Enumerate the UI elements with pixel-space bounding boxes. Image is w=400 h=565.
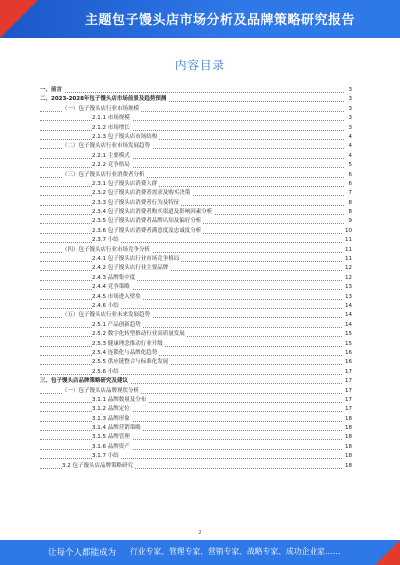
toc-entry-label: 2.1.1 市场规模 [92, 114, 132, 123]
toc-leader-dots [40, 86, 344, 93]
toc-entry-label: 2.3.7 小结 [92, 236, 121, 245]
footer-banner [0, 540, 400, 565]
toc-entry-label: 3.1.2 品牌定位 [92, 405, 132, 414]
toc-entry-page: 17 [343, 387, 352, 396]
toc-entry-label: 2.3.3 包子馒头店消费者行为及特征 [92, 199, 181, 208]
toc-entry[interactable] [40, 377, 352, 386]
toc-entry-label: 3.2 包子馒头店品牌策略研究 [62, 462, 135, 471]
toc-entry-page: 4 [347, 152, 353, 161]
toc-entry-page: 18 [343, 452, 352, 461]
toc-entry-page: 3 [347, 114, 353, 123]
toc-entry[interactable] [40, 274, 352, 283]
toc-entry[interactable] [40, 368, 352, 377]
toc-entry-label: 2.5.1 产品创新趋势 [92, 321, 143, 330]
toc-entry-page: 15 [343, 330, 352, 339]
toc-entry-page: 18 [343, 424, 352, 433]
toc-entry[interactable] [40, 95, 352, 104]
toc-entry-label: 三、包子馒头店品牌策略研究及建议 [40, 377, 130, 386]
toc-entry-page: 14 [343, 311, 352, 320]
toc-entry[interactable] [40, 424, 352, 433]
toc-entry[interactable] [40, 264, 352, 273]
toc-entry[interactable] [40, 311, 352, 320]
toc-entry-page: 15 [343, 340, 352, 349]
toc-entry-page: 8 [347, 208, 353, 217]
toc-entry-page: 11 [343, 236, 352, 245]
toc-leader-dots [40, 283, 344, 290]
toc-entry-page: 7 [347, 189, 353, 198]
toc-entry[interactable] [40, 227, 352, 236]
toc-leader-dots [40, 405, 344, 412]
toc-entry-label: （二）包子馒头店行业市场发展趋势 [62, 142, 152, 151]
toc-entry[interactable] [40, 236, 352, 245]
toc-entry-label: 2.2.1 主要模式 [92, 152, 132, 161]
toc-entry-label: 二、2023-2028年包子馒头店市场前景及趋势预测 [40, 95, 168, 104]
toc-entry[interactable] [40, 161, 352, 170]
toc-entry-page: 6 [347, 171, 353, 180]
toc-entry-label: 2.2.2 竞争格局 [92, 161, 132, 170]
toc-entry-label: 2.3.4 包子馒头店消费者购买渠道及影响因素分析 [92, 208, 214, 217]
toc-entry-page: 13 [343, 283, 352, 292]
toc-entry[interactable] [40, 396, 352, 405]
toc-leader-dots [40, 293, 344, 300]
toc-entry-page: 4 [347, 142, 353, 151]
toc-entry-page: 11 [343, 255, 352, 264]
toc-entry[interactable] [40, 199, 352, 208]
toc-leader-dots [40, 264, 344, 271]
toc-entry-label: 2.4.5 市场进入壁垒 [92, 293, 143, 302]
toc-entry-label: 3.1.7 小结 [92, 452, 121, 461]
toc-entry[interactable] [40, 86, 352, 95]
toc-entry[interactable] [40, 142, 352, 151]
footer-slogan: 让每个人都能成为 [48, 548, 117, 558]
toc-entry-label: 2.5.2 数字化转型推动行业高质量发展 [92, 330, 187, 339]
toc-leader-dots [40, 396, 344, 403]
toc-entry-label: 一、前言 [40, 86, 64, 95]
toc-entry[interactable] [40, 114, 352, 123]
toc-leader-dots [40, 161, 344, 168]
toc-entry[interactable] [40, 246, 352, 255]
toc-entry-label: 2.3.5 包子馒头店消费者品牌认知及偏好分析 [92, 217, 203, 226]
toc-entry-page: 3 [347, 105, 353, 114]
toc-entry[interactable] [40, 180, 352, 189]
toc-entry[interactable] [40, 189, 352, 198]
toc-entry-label: 2.4.1 包子馒头店行业市场竞争格局 [92, 255, 181, 264]
toc-leader-dots [40, 330, 344, 337]
toc-leader-dots [40, 433, 344, 440]
toc-entry[interactable] [40, 105, 352, 114]
toc-leader-dots [40, 274, 344, 281]
toc-entry-page: 18 [343, 462, 352, 471]
toc-entry-label: 2.1.3 包子馒头店市场结构 [92, 133, 159, 142]
toc-leader-dots [40, 368, 344, 375]
toc-entry-page: 13 [343, 293, 352, 302]
toc-title: 内容目录 [175, 58, 225, 72]
toc-entry-page: 11 [343, 246, 352, 255]
toc-entry-label: 2.4.2 包子馒头店行业主要品牌 [92, 264, 170, 273]
toc-leader-dots [40, 152, 344, 159]
footer-roles: 行业专家、管理专家、营销专家、战略专家、成功企业家…… [130, 547, 341, 556]
toc-entry[interactable] [40, 293, 352, 302]
toc-entry[interactable] [40, 433, 352, 442]
toc-entry[interactable] [40, 415, 352, 424]
toc-leader-dots [40, 302, 344, 309]
toc-entry-page: 17 [343, 396, 352, 405]
toc-entry-label: （一）包子馒头店品牌现状分析 [62, 387, 141, 396]
toc-leader-dots [40, 321, 344, 328]
toc-leader-dots [40, 415, 344, 422]
footer-red-corner [375, 540, 400, 565]
toc-entry-label: 3.1.1 品牌数量及分布 [92, 396, 148, 405]
toc-entry-label: 2.4.4 竞争策略 [92, 283, 132, 292]
toc-entry[interactable] [40, 217, 352, 226]
toc-entry-label: 2.5.4 连锁化与品牌化趋势 [92, 349, 159, 358]
toc-entry[interactable] [40, 349, 352, 358]
toc-entry[interactable] [40, 321, 352, 330]
toc-leader-dots [40, 199, 344, 206]
toc-leader-dots [40, 236, 344, 243]
toc-entry[interactable] [40, 452, 352, 461]
toc-entry-page: 14 [343, 321, 352, 330]
toc-entry-page: 18 [343, 415, 352, 424]
toc-entry-page: 3 [347, 95, 353, 104]
page-number: 2 [198, 530, 202, 536]
toc-entry[interactable] [40, 208, 352, 217]
toc-entry-label: 2.5.3 健康理念推动行业升级 [92, 340, 165, 349]
toc-entry-label: 3.1.3 品牌形象 [92, 415, 132, 424]
toc-entry-label: （四）包子馒头店行业市场竞争分析 [62, 246, 152, 255]
toc-leader-dots [40, 133, 344, 140]
toc-entry-page: 4 [347, 133, 353, 142]
toc-entry[interactable] [40, 152, 352, 161]
toc-entry-label: 3.1.4 品牌营销策略 [92, 424, 143, 433]
toc-entry-page: 9 [347, 217, 353, 226]
toc-entry-label: 2.3.1 包子馒头店消费人群 [92, 180, 159, 189]
toc-leader-dots [40, 114, 344, 121]
toc-leader-dots [40, 443, 344, 450]
toc-entry-label: 2.3.2 包子馒头店消费者需求及购买决策 [92, 189, 192, 198]
report-title: 主题包子馒头店市场分析及品牌策略研究报告 [84, 13, 355, 28]
toc-entry[interactable] [40, 358, 352, 367]
toc-entry[interactable] [40, 124, 352, 133]
toc-leader-dots [40, 340, 344, 347]
toc-entry-label: （五）包子馒头店行业未来发展趋势 [62, 311, 152, 320]
toc-entry[interactable] [40, 462, 352, 471]
toc-entry-label: （三）包子馒头店行业消费者分析 [62, 171, 147, 180]
toc-entry[interactable] [40, 443, 352, 452]
toc-entry-page: 8 [347, 199, 353, 208]
toc-entry-page: 18 [343, 433, 352, 442]
toc-entry[interactable] [40, 330, 352, 339]
toc-entry-page: 12 [343, 264, 352, 273]
toc-entry[interactable] [40, 387, 352, 396]
toc-entry-page: 14 [343, 302, 352, 311]
toc-entry-page: 17 [343, 405, 352, 414]
toc-entry-label: 2.4.3 品牌集中度 [92, 274, 137, 283]
toc-entry-page: 16 [343, 349, 352, 358]
toc-entry-label: 3.1.6 品牌资产 [92, 443, 132, 452]
toc-entry-page: 5 [347, 161, 353, 170]
toc-leader-dots [40, 452, 344, 459]
toc-entry-label: （一）包子馒头店行业市场规模 [62, 105, 141, 114]
toc-entry-label: 2.3.6 包子馒头店消费者满意度及忠诚度分析 [92, 227, 203, 236]
toc-entry-page: 6 [347, 180, 353, 189]
toc-entry-label: 2.4.6 小结 [92, 302, 121, 311]
toc-entry-page: 10 [343, 227, 352, 236]
toc-entry-page: 3 [347, 124, 353, 133]
toc-leader-dots [40, 255, 344, 262]
table-of-contents [40, 86, 352, 471]
toc-entry[interactable] [40, 340, 352, 349]
toc-leader-dots [40, 180, 344, 187]
toc-leader-dots [40, 424, 344, 431]
toc-entry-page: 16 [343, 358, 352, 367]
toc-entry[interactable] [40, 171, 352, 180]
toc-entry[interactable] [40, 255, 352, 264]
header-banner [0, 0, 400, 38]
toc-entry[interactable] [40, 133, 352, 142]
toc-entry[interactable] [40, 405, 352, 414]
toc-entry-page: 3 [347, 86, 353, 95]
toc-entry[interactable] [40, 302, 352, 311]
toc-entry-page: 17 [343, 377, 352, 386]
toc-entry-page: 12 [343, 274, 352, 283]
toc-entry[interactable] [40, 283, 352, 292]
toc-entry-page: 18 [343, 443, 352, 452]
toc-leader-dots [40, 358, 344, 365]
toc-entry-label: 2.1.2 市场增长 [92, 124, 132, 133]
header-red-corner [0, 0, 38, 38]
toc-leader-dots [40, 349, 344, 356]
toc-leader-dots [40, 124, 344, 131]
toc-entry-page: 17 [343, 368, 352, 377]
toc-entry-label: 2.5.5 供应链整合与标准化发展 [92, 358, 170, 367]
toc-entry-label: 2.5.6 小结 [92, 368, 121, 377]
toc-entry-label: 3.1.5 品牌管理 [92, 433, 132, 442]
